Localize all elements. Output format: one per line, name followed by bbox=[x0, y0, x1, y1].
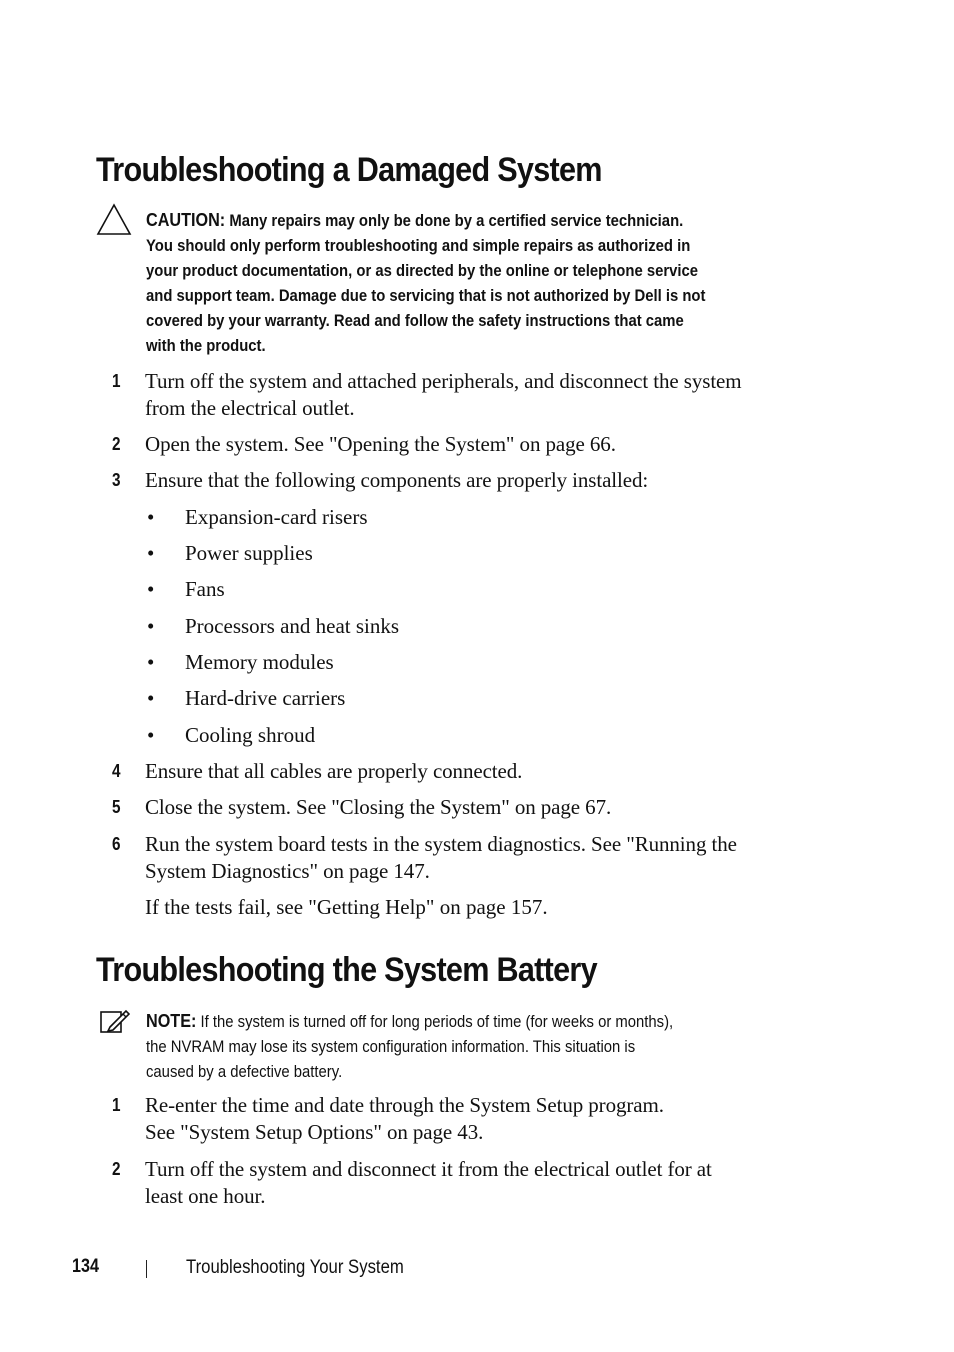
step-line: least one hour. bbox=[145, 1184, 266, 1208]
step-text bbox=[145, 758, 815, 785]
step-number: 5 bbox=[112, 797, 121, 817]
step-line: Open the system. See "Opening the System" on page 66. bbox=[145, 432, 616, 456]
component-label: Power supplies bbox=[185, 541, 313, 565]
step-line: See "System Setup Options" on page 43. bbox=[145, 1120, 484, 1144]
step-text bbox=[145, 1156, 815, 1210]
step-text bbox=[145, 467, 815, 494]
chapter-title: Troubleshooting Your System bbox=[186, 1257, 404, 1278]
step-text bbox=[145, 431, 815, 458]
caution-line: Many repairs may only be done by a certified service technician. bbox=[229, 212, 684, 230]
page-footer bbox=[0, 1256, 954, 1286]
step-number: 1 bbox=[112, 371, 121, 391]
bullet-dot: • bbox=[147, 723, 155, 747]
note-line: caused by a defective battery. bbox=[146, 1063, 343, 1081]
caution-line: with the product. bbox=[146, 337, 266, 355]
component-label: Expansion-card risers bbox=[185, 505, 368, 529]
page-number: 134 bbox=[72, 1256, 99, 1277]
step-line: Ensure that all cables are properly connected. bbox=[145, 759, 523, 783]
step-number: 3 bbox=[112, 470, 121, 490]
component-label: Processors and heat sinks bbox=[185, 614, 400, 638]
caution-label: CAUTION: bbox=[146, 210, 226, 230]
step-text bbox=[145, 368, 815, 422]
section-title-damaged-system: Troubleshooting a Damaged System bbox=[96, 151, 602, 189]
step-number: 1 bbox=[112, 1095, 121, 1115]
bullet-dot: • bbox=[147, 505, 155, 529]
component-label: Fans bbox=[185, 577, 225, 601]
step-line: Turn off the system and disconnect it from the electrical outlet for at bbox=[145, 1157, 712, 1181]
note-pencil-icon bbox=[100, 1009, 130, 1040]
component-label: Hard-drive carriers bbox=[185, 686, 346, 710]
step-text bbox=[145, 1092, 815, 1146]
step-followup-text: If the tests fail, see "Getting Help" on page 157. bbox=[145, 895, 548, 919]
step-line: Ensure that the following components are properly installed: bbox=[145, 468, 649, 492]
footer-divider bbox=[146, 1260, 147, 1278]
section-title-system-battery: Troubleshooting the System Battery bbox=[96, 951, 597, 989]
step-number: 6 bbox=[112, 834, 121, 854]
step-number: 2 bbox=[112, 1159, 121, 1179]
caution-line: your product documentation, or as directed by the online or telephone service bbox=[146, 262, 699, 280]
step-number: 2 bbox=[112, 434, 121, 454]
step-line: Turn off the system and attached peripherals, and disconnect the system bbox=[145, 369, 742, 393]
bullet-dot: • bbox=[147, 541, 155, 565]
caution-text bbox=[146, 208, 812, 359]
bullet-dot: • bbox=[147, 650, 155, 674]
step-number: 4 bbox=[112, 761, 121, 781]
step-line: Re-enter the time and date through the System Setup program. bbox=[145, 1093, 664, 1117]
step-line: from the electrical outlet. bbox=[145, 396, 355, 420]
note-line: the NVRAM may lose its system configuration information. This situation is bbox=[146, 1038, 636, 1056]
step-line: System Diagnostics" on page 147. bbox=[145, 859, 430, 883]
step-text bbox=[145, 831, 815, 885]
step-line: Run the system board tests in the system diagnostics. See "Running the bbox=[145, 832, 737, 856]
component-label: Cooling shroud bbox=[185, 723, 316, 747]
bullet-dot: • bbox=[147, 614, 155, 638]
caution-notice bbox=[96, 203, 816, 358]
step-line: Close the system. See "Closing the System" on page 67. bbox=[145, 795, 612, 819]
step-text bbox=[145, 794, 815, 821]
caution-line: You should only perform troubleshooting and simple repairs as authorized in bbox=[146, 237, 691, 255]
caution-line: covered by your warranty. Read and follow the safety instructions that came bbox=[146, 312, 684, 330]
bullet-dot: • bbox=[147, 577, 155, 601]
note-label: NOTE: bbox=[146, 1011, 197, 1031]
note-text bbox=[146, 1009, 812, 1085]
note-notice bbox=[96, 1007, 816, 1087]
caution-line: and support team. Damage due to servicing that is not authorized by Dell is not bbox=[146, 287, 706, 305]
component-label: Memory modules bbox=[185, 650, 334, 674]
note-line: If the system is turned off for long periods of time (for weeks or months), bbox=[200, 1013, 674, 1031]
bullet-dot: • bbox=[147, 686, 155, 710]
caution-triangle-icon bbox=[96, 203, 132, 240]
